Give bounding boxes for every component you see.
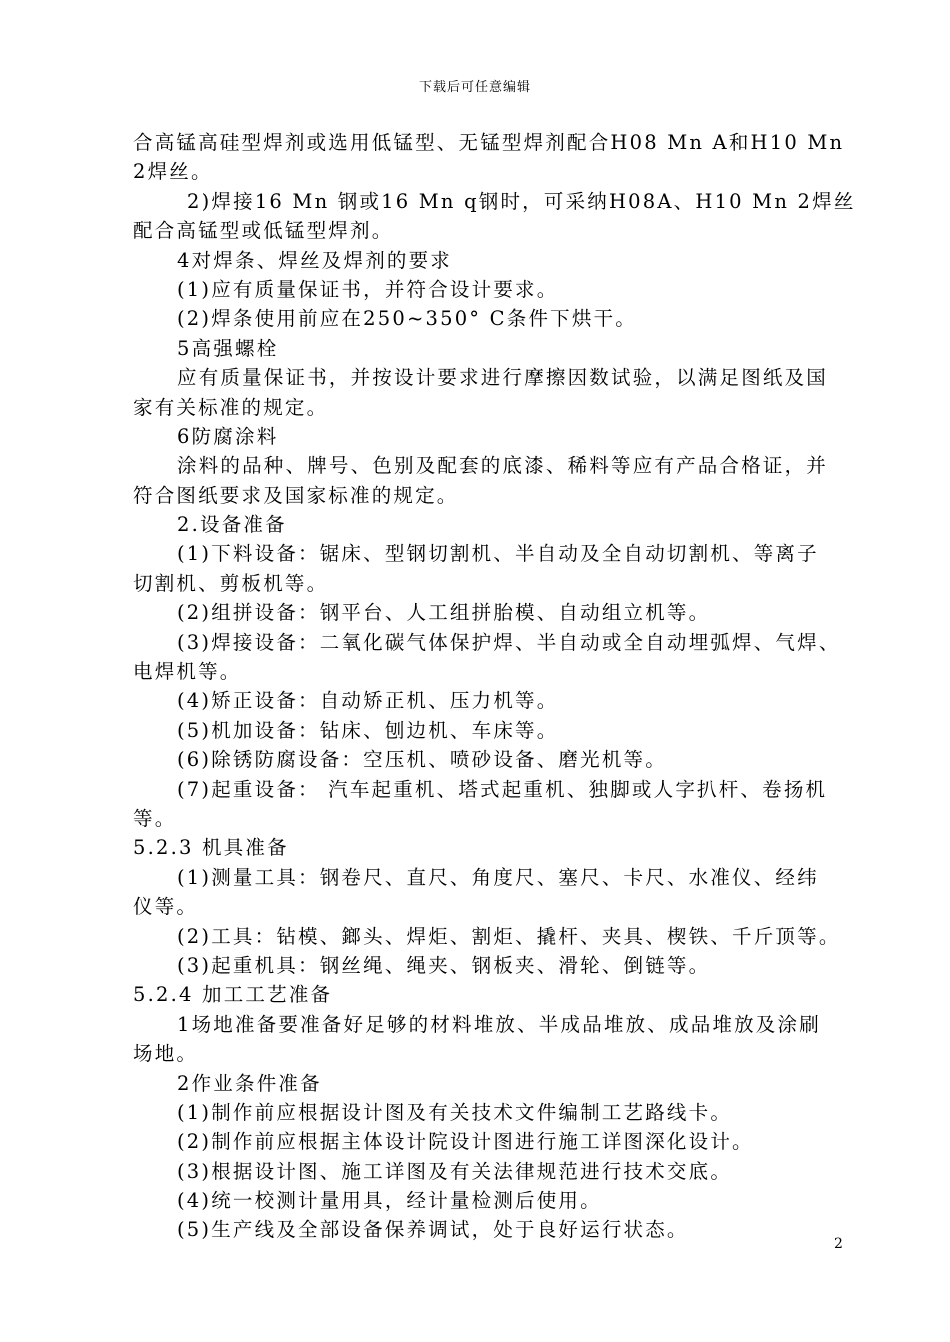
text-line: 4对焊条、焊丝及焊剂的要求 [177,248,453,272]
text-line: 家有关标准的规定。 [133,395,329,419]
text-line: (3)起重机具：钢丝绳、绳夹、钢板夹、滑轮、倒链等。 [177,953,711,977]
text-line: 等。 [133,806,177,830]
text-line: 5.2.3 机具准备 [133,836,289,860]
page-header: 下载后可任意编辑 [418,80,531,95]
text-line: (5)机加设备：钻床、刨边机、车床等。 [177,718,559,742]
text-line: 涂料的品种、牌号、色别及配套的底漆、稀料等应有产品合格证，并 [177,454,829,478]
text-line: (2)制作前应根据主体设计院设计图进行施工详图深化设计。 [177,1130,754,1154]
text-line: (1)测量工具：钢卷尺、直尺、角度尺、塞尺、卡尺、水准仪、经纬 [177,865,819,889]
text-line: (7)起重设备： 汽车起重机、塔式起重机、独脚或人字扒杆、卷扬机 [177,777,828,801]
text-line: 合高锰高硅型焊剂或选用低锰型、无锰型焊剂配合H08 Mn A和H10 Mn [133,131,845,154]
text-line: (1)下料设备：锯床、型钢切割机、半自动及全自动切割机、等离子 [177,542,819,566]
text-line: 6防腐涂料 [177,424,279,448]
text-line: (2)组拼设备：钢平台、人工组拼胎模、自动组立机等。 [177,601,711,625]
text-line: 5.2.4 加工工艺准备 [133,983,333,1007]
text-line: 场地。 [133,1042,199,1066]
text-line: (2)焊条使用前应在250~350° C条件下烘干。 [177,307,637,331]
text-line: (4)矫正设备：自动矫正机、压力机等。 [177,689,559,713]
text-line: 配合高锰型或低锰型焊剂。 [133,219,394,243]
text-line: (4)统一校测计量用具，经计量检测后使用。 [177,1189,602,1213]
text-line: 2焊丝。 [133,160,213,184]
text-line: (2)工具：钻模、鎯头、焊炬、割炬、撬杆、夹具、楔铁、千斤顶等。 [177,924,841,948]
text-line: 2)焊接16 Mn 钢或16 Mn q钢时，可采纳H08A、H10 Mn 2焊丝 [187,189,856,213]
text-line: 2.设备准备 [177,513,287,537]
text-line: 1场地准备要准备好足够的材料堆放、半成品堆放、成品堆放及涂刷 [177,1012,821,1036]
text-line: 2作业条件准备 [177,1071,322,1095]
text-line: 电焊机等。 [133,660,242,684]
text-line: (1)制作前应根据设计图及有关技术文件编制工艺路线卡。 [177,1100,733,1124]
text-line: 符合图纸要求及国家标准的规定。 [133,483,459,507]
document-body [133,128,856,1245]
text-line: (1)应有质量保证书，并符合设计要求。 [177,277,559,301]
text-line: 应有质量保证书，并按设计要求进行摩擦因数试验，以满足图纸及国 [177,366,829,390]
page-number: 2 [834,1236,843,1252]
text-line: (3)根据设计图、施工详图及有关法律规范进行技术交底。 [177,1159,733,1183]
text-line: 切割机、剪板机等。 [133,571,329,595]
text-line: (5)生产线及全部设备保养调试，处于良好运行状态。 [177,1218,689,1242]
text-line: (3)焊接设备：二氧化碳气体保护焊、半自动或全自动埋弧焊、气焊、 [177,630,841,654]
text-line: 仪等。 [133,895,199,919]
text-line: 5高强螺栓 [177,336,279,360]
text-line: (6)除锈防腐设备：空压机、喷砂设备、磨光机等。 [177,748,667,772]
